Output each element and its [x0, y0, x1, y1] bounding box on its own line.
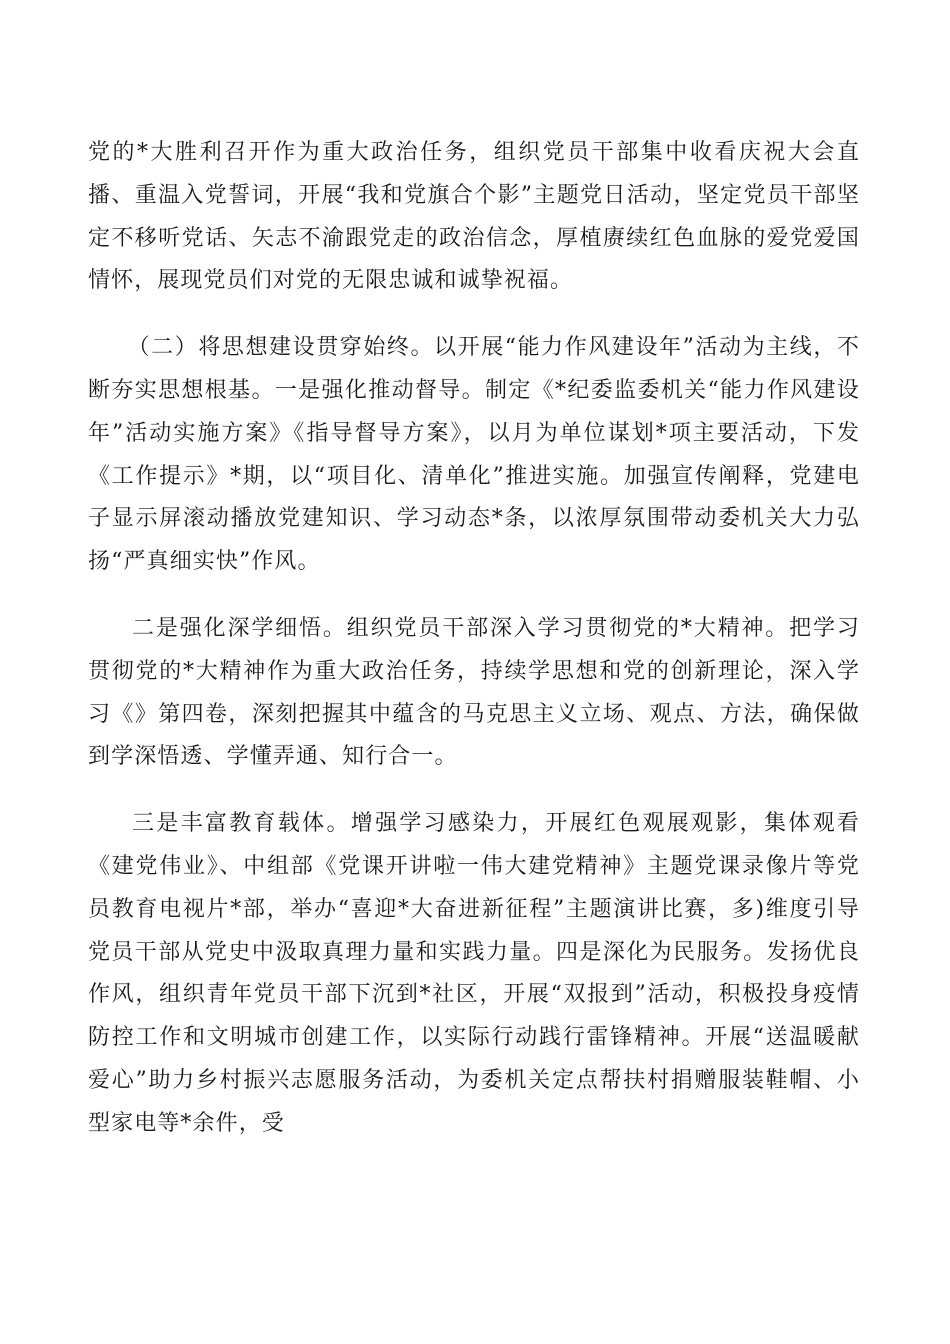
- document-body: [88, 132, 860, 1146]
- paragraph-4: 三是丰富教育载体。增强学习感染力，开展红色观展观影，集体观看《建党伟业》、中组部《党课开讲啦一伟大建党精神》主题党课录像片等党员教育电视片*部，举办“喜迎*大奋进新征程”主题演讲比赛，多)维度引导党员干部从党史中汲取真理力量和实践力量。四是深化为民服务。发扬优良作风，组织青年党员干部下沉到*社区，开展“双报到”活动，积极投身疫情防控工作和文明城市创建工作，以实际行动践行雷锋精神。开展“送温暖献爱心”助力乡村振兴志愿服务活动，为委机关定点帮扶村捐赠服装鞋帽、小型家电等*余件，受: [88, 811, 860, 1136]
- paragraph-2: （二）将思想建设贯穿始终。以开展“能力作风建设年”活动为主线，不断夯实思想根基。一是强化推动督导。制定《*纪委监委机关“能力作风建设年”活动实施方案》《指导督导方案》，以月为单位谋划*项主要活动，下发《工作提示》*期，以“项目化、清单化”推进实施。加强宣传阐释，党建电子显示屏滚动播放党建知识、学习动态*条，以浓厚氛围带动委机关大力弘扬“严真细实快”作风。: [88, 335, 860, 575]
- paragraph-1: 党的*大胜利召开作为重大政治任务，组织党员干部集中收看庆祝大会直播、重温入党誓词，开展“我和党旗合个影”主题党日活动，坚定党员干部坚定不移听党话、矢志不渝跟党走的政治信念，厚植赓续红色血脉的爱党爱国情怀，展现党员们对党的无限忠诚和诚挚祝福。: [88, 140, 860, 294]
- paragraph-3: 二是强化深学细悟。组织党员干部深入学习贯彻党的*大精神。把学习贯彻党的*大精神作为重大政治任务，持续学思想和党的创新理论，深入学习《》第四卷，深刻把握其中蕴含的马克思主义立场、观点、方法，确保做到学深悟透、学懂弄通、知行合一。: [88, 615, 860, 770]
